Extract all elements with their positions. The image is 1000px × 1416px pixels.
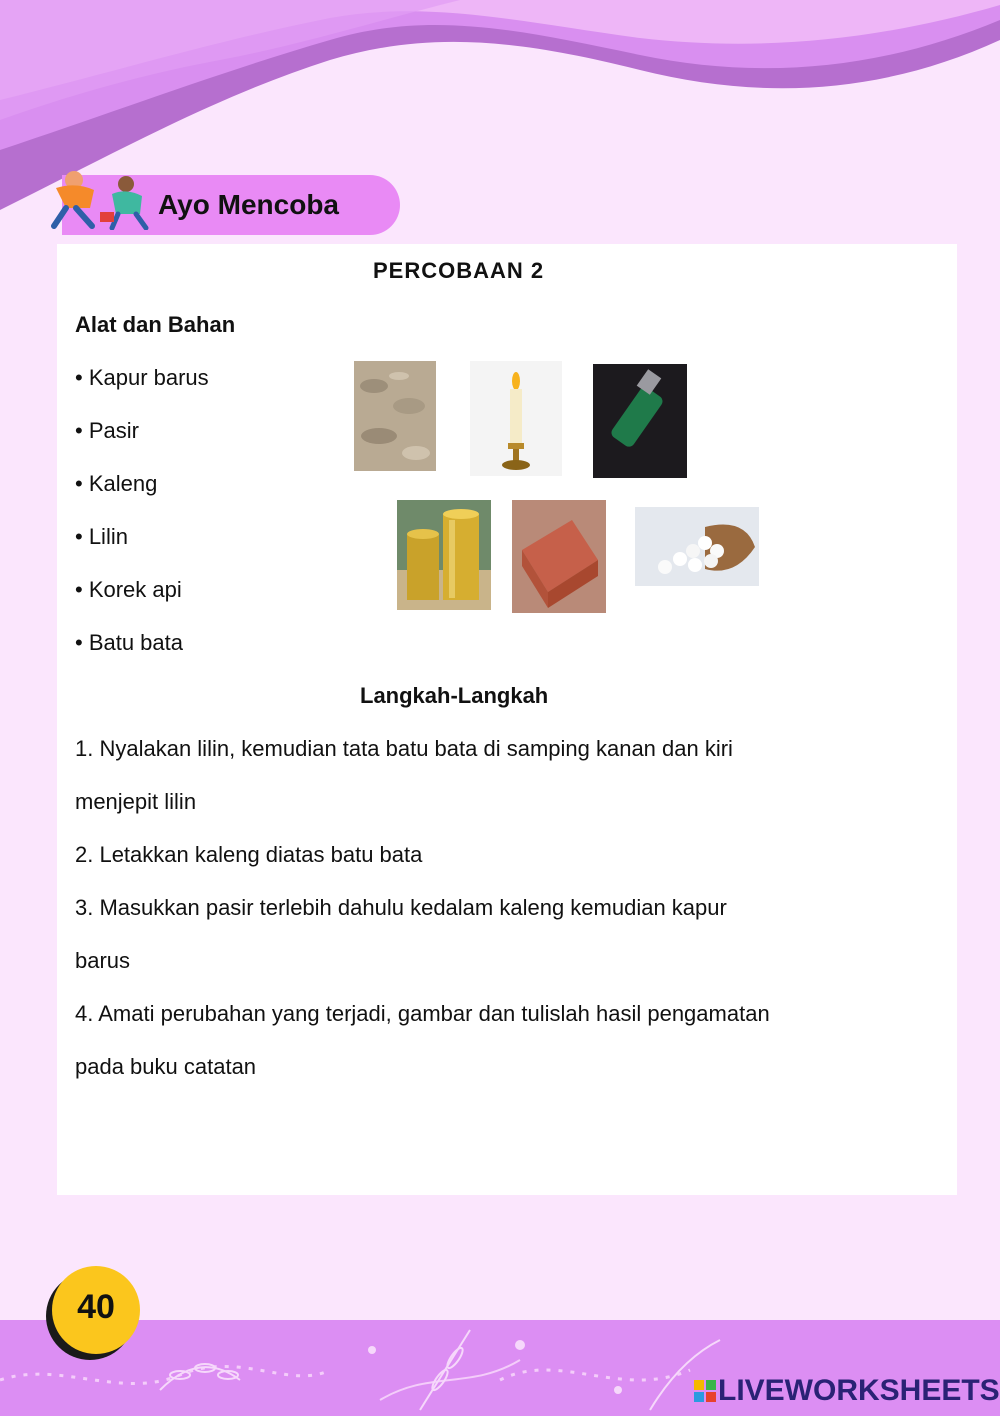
brick-photo xyxy=(512,500,606,613)
material-item: • Batu bata xyxy=(75,630,184,655)
liveworksheets-logo-icon xyxy=(694,1380,716,1402)
step-line: pada buku catatan xyxy=(75,1054,257,1079)
tin-cans-photo xyxy=(397,500,491,610)
experiment-title: PERCOBAAN 2 xyxy=(373,258,545,283)
kids-playing-icon xyxy=(46,168,158,230)
page-number: 40 xyxy=(77,1288,115,1326)
step-line: barus xyxy=(75,948,131,973)
lighter-photo xyxy=(593,364,687,478)
step-line: 3. Masukkan pasir terlebih dahulu kedalam kaleng kemudian kapur xyxy=(75,895,727,920)
candle-photo xyxy=(470,361,562,476)
sand-photo xyxy=(354,361,436,471)
brand-logo xyxy=(694,1374,1000,1408)
material-item: • Korek api xyxy=(75,577,182,602)
material-item: • Kaleng xyxy=(75,471,158,496)
step-line: 2. Letakkan kaleng diatas batu bata xyxy=(75,842,423,867)
brand-text: LIVEWORKSHEETS xyxy=(718,1374,1000,1407)
mothballs-photo xyxy=(635,507,759,586)
content-card xyxy=(57,244,957,1195)
material-item: • Lilin xyxy=(75,524,128,549)
material-item: • Pasir xyxy=(75,418,139,443)
material-item: • Kapur barus xyxy=(75,365,209,390)
step-line: 1. Nyalakan lilin, kemudian tata batu bata di samping kanan dan kiri xyxy=(75,736,733,761)
page-number-badge xyxy=(52,1266,140,1354)
step-line: 4. Amati perubahan yang terjadi, gambar dan tulislah hasil pengamatan xyxy=(75,1001,770,1026)
materials-heading: Alat dan Bahan xyxy=(75,312,236,337)
steps-heading: Langkah-Langkah xyxy=(360,683,549,708)
step-line: menjepit lilin xyxy=(75,789,197,814)
section-title: Ayo Mencoba xyxy=(158,189,339,220)
